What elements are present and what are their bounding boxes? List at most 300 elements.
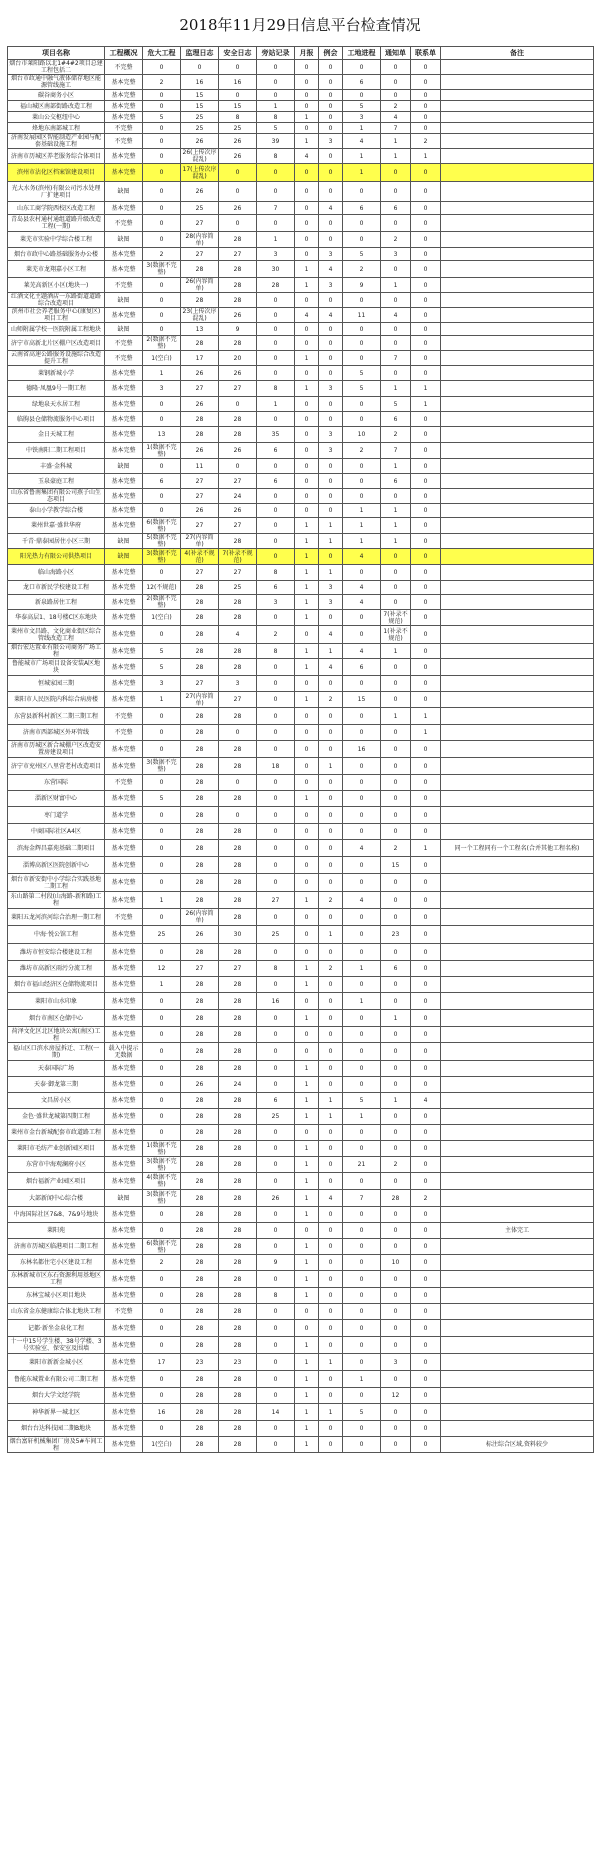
cell-safety-log: 26 [219, 149, 257, 164]
cell-notice: 0 [381, 164, 411, 182]
cell-overview: 基本完整 [105, 1371, 143, 1388]
cell-progress: 4 [343, 892, 381, 909]
cell-progress: 0 [343, 336, 381, 351]
cell-progress: 4 [343, 134, 381, 149]
cell-monthly-report: 0 [295, 489, 319, 504]
cell-monthly-report: 1 [295, 1010, 319, 1027]
cell-contact: 0 [411, 626, 441, 644]
cell-monthly-report: 0 [295, 775, 319, 791]
cell-supervision-log: 28 [181, 1304, 219, 1320]
cell-safety-log: 27 [219, 961, 257, 977]
cell-overview: 基本完整 [105, 489, 143, 504]
cell-contact: 0 [411, 123, 441, 134]
cell-monthly-report: 0 [295, 182, 319, 202]
cell-project-name: 济宁市兖州区八里营老村改造项目 [8, 758, 105, 775]
cell-remarks [441, 1255, 594, 1271]
cell-side-record: 0 [257, 1239, 295, 1255]
cell-contact: 0 [411, 459, 441, 474]
cell-project-name: 东山路第二村段(山海路-新和路)工程 [8, 892, 105, 909]
cell-notice: 6 [381, 412, 411, 427]
cell-contact: 0 [411, 308, 441, 323]
cell-dangerous-works: 0 [143, 1288, 181, 1304]
cell-project-name: 恒城家园三期 [8, 676, 105, 692]
table-row [8, 659, 594, 676]
cell-notice: 0 [381, 977, 411, 993]
cell-dangerous-works: 0 [143, 1010, 181, 1027]
cell-overview: 基本完整 [105, 427, 143, 443]
cell-safety-log: 0 [219, 397, 257, 412]
cell-supervision-log: 17 [181, 351, 219, 366]
cell-side-record: 0 [257, 824, 295, 840]
cell-notice: 0 [381, 215, 411, 232]
cell-dangerous-works: 0 [143, 1109, 181, 1125]
cell-project-name: 千青·鼎泰园居住小区三期 [8, 534, 105, 549]
table-row [8, 336, 594, 351]
cell-dangerous-works: 0 [143, 489, 181, 504]
cell-dangerous-works: 0 [143, 565, 181, 581]
cell-remarks [441, 1271, 594, 1288]
cell-meeting: 1 [319, 1109, 343, 1125]
cell-notice: 12 [381, 1388, 411, 1404]
cell-project-name: 莱阳市人民医院内科综合病房楼 [8, 692, 105, 708]
cell-meeting: 0 [319, 1061, 343, 1077]
table-row [8, 775, 594, 791]
cell-notice: 0 [381, 725, 411, 741]
cell-notice: 0 [381, 993, 411, 1010]
cell-progress: 1 [343, 123, 381, 134]
table-row [8, 261, 594, 278]
cell-progress: 1 [343, 993, 381, 1010]
cell-contact: 0 [411, 489, 441, 504]
cell-remarks [441, 1027, 594, 1043]
cell-notice: 0 [381, 1141, 411, 1157]
cell-contact: 0 [411, 807, 441, 824]
cell-notice: 23 [381, 926, 411, 944]
cell-side-record: 0 [257, 351, 295, 366]
cell-supervision-log: 28 [181, 610, 219, 626]
cell-side-record: 0 [257, 182, 295, 202]
cell-progress: 0 [343, 565, 381, 581]
cell-project-name: 枣门道学 [8, 807, 105, 824]
table-row [8, 725, 594, 741]
table-row [8, 892, 594, 909]
cell-project-name: 东林新城市区东石资源利用基地区工程 [8, 1271, 105, 1288]
cell-monthly-report: 0 [295, 101, 319, 112]
cell-supervision-log: 28 [181, 807, 219, 824]
cell-remarks [441, 626, 594, 644]
cell-dangerous-works: 2 [143, 1255, 181, 1271]
cell-monthly-report: 0 [295, 164, 319, 182]
cell-notice: 0 [381, 1027, 411, 1043]
cell-remarks [441, 101, 594, 112]
cell-meeting: 0 [319, 676, 343, 692]
cell-remarks [441, 1109, 594, 1125]
cell-contact: 0 [411, 1437, 441, 1453]
cell-overview: 基本完整 [105, 443, 143, 459]
cell-safety-log: 28 [219, 1207, 257, 1223]
cell-safety-log: 28 [219, 1320, 257, 1337]
cell-remarks [441, 366, 594, 381]
cell-contact: 0 [411, 75, 441, 90]
cell-safety-log: 24 [219, 1077, 257, 1093]
cell-notice: 0 [381, 1271, 411, 1288]
cell-monthly-report: 1 [295, 977, 319, 993]
cell-side-record: 25 [257, 926, 295, 944]
cell-project-name: 烟台市政中心路基础服务办公楼 [8, 248, 105, 261]
cell-remarks [441, 1288, 594, 1304]
table-row [8, 75, 594, 90]
cell-project-name: 神华新界一城北区 [8, 1404, 105, 1421]
cell-dangerous-works: 0 [143, 134, 181, 149]
table-row [8, 874, 594, 892]
cell-supervision-log: 28 [181, 1207, 219, 1223]
cell-contact: 0 [411, 1207, 441, 1223]
cell-meeting: 0 [319, 1304, 343, 1320]
table-row [8, 1239, 594, 1255]
cell-project-name: 天泰国际广场 [8, 1061, 105, 1077]
cell-supervision-log: 28(内容简单) [181, 232, 219, 248]
cell-notice: 0 [381, 1207, 411, 1223]
cell-contact: 2 [411, 134, 441, 149]
cell-remarks [441, 874, 594, 892]
cell-meeting: 0 [319, 1043, 343, 1061]
cell-progress: 6 [343, 659, 381, 676]
cell-remarks [441, 474, 594, 489]
cell-monthly-report: 1 [295, 565, 319, 581]
cell-notice: 0 [381, 758, 411, 775]
cell-contact: 0 [411, 758, 441, 775]
cell-progress: 1 [343, 504, 381, 518]
cell-safety-log: 28 [219, 1404, 257, 1421]
cell-remarks [441, 644, 594, 659]
cell-contact: 1 [411, 381, 441, 397]
header-overview: 工程概况 [105, 47, 143, 60]
cell-safety-log: 28 [219, 892, 257, 909]
cell-supervision-log: 28 [181, 741, 219, 758]
cell-meeting: 0 [319, 101, 343, 112]
cell-notice: 0 [381, 323, 411, 336]
cell-monthly-report: 1 [295, 659, 319, 676]
cell-overview: 基本完整 [105, 1255, 143, 1271]
cell-meeting: 1 [319, 1354, 343, 1371]
cell-overview: 基本完整 [105, 758, 143, 775]
cell-progress: 6 [343, 202, 381, 215]
cell-meeting: 0 [319, 182, 343, 202]
cell-progress: 0 [343, 1239, 381, 1255]
cell-progress: 11 [343, 308, 381, 323]
cell-safety-log: 27 [219, 381, 257, 397]
cell-remarks [441, 1010, 594, 1027]
cell-dangerous-works: 0 [143, 993, 181, 1010]
table-row [8, 1255, 594, 1271]
cell-remarks [441, 351, 594, 366]
cell-overview: 基本完整 [105, 381, 143, 397]
cell-overview: 基本完整 [105, 791, 143, 807]
cell-project-name: 玉泉豪庭工程 [8, 474, 105, 489]
cell-overview: 基本完整 [105, 626, 143, 644]
cell-remarks [441, 610, 594, 626]
cell-overview: 基本完整 [105, 874, 143, 892]
cell-monthly-report: 1 [295, 534, 319, 549]
cell-safety-log: 28 [219, 1388, 257, 1404]
cell-progress: 0 [343, 676, 381, 692]
cell-side-record: 26 [257, 1190, 295, 1207]
cell-remarks [441, 232, 594, 248]
cell-dangerous-works: 3 [143, 381, 181, 397]
cell-progress: 0 [343, 1061, 381, 1077]
header-side-record: 旁站记录 [257, 47, 295, 60]
header-dangerous-works: 危大工程 [143, 47, 181, 60]
cell-meeting: 0 [319, 1077, 343, 1093]
cell-progress: 9 [343, 278, 381, 293]
cell-progress: 4 [343, 549, 381, 565]
cell-dangerous-works: 0 [143, 1320, 181, 1337]
cell-progress: 0 [343, 791, 381, 807]
cell-overview: 基本完整 [105, 926, 143, 944]
cell-dangerous-works: 0 [143, 840, 181, 857]
cell-progress: 0 [343, 1027, 381, 1043]
cell-project-name: 滨海金辉昌嘉苑基础二期项目 [8, 840, 105, 857]
table-row [8, 1141, 594, 1157]
cell-notice: 7(补录不规范) [381, 610, 411, 626]
cell-overview: 载入中提示无数据 [105, 1043, 143, 1061]
cell-side-record: 0 [257, 659, 295, 676]
cell-remarks [441, 1125, 594, 1141]
cell-meeting: 0 [319, 993, 343, 1010]
cell-progress: 0 [343, 1320, 381, 1337]
cell-dangerous-works: 0 [143, 1207, 181, 1223]
table-row [8, 1223, 594, 1239]
cell-monthly-report: 0 [295, 824, 319, 840]
cell-contact: 0 [411, 1271, 441, 1288]
cell-overview: 基本完整 [105, 366, 143, 381]
cell-overview: 不完整 [105, 1304, 143, 1320]
cell-safety-log: 28 [219, 261, 257, 278]
table-row [8, 101, 594, 112]
cell-remarks: 主体完工 [441, 1223, 594, 1239]
cell-meeting: 0 [319, 1288, 343, 1304]
cell-monthly-report: 0 [295, 626, 319, 644]
table-row [8, 504, 594, 518]
cell-progress: 16 [343, 741, 381, 758]
cell-supervision-log: 27 [181, 381, 219, 397]
table-row [8, 791, 594, 807]
cell-monthly-report: 0 [295, 1304, 319, 1320]
cell-overview: 不完整 [105, 708, 143, 725]
cell-remarks [441, 75, 594, 90]
cell-safety-log: 0 [219, 90, 257, 101]
cell-dangerous-works: 0 [143, 397, 181, 412]
cell-progress: 0 [343, 1437, 381, 1453]
cell-overview: 基本完整 [105, 308, 143, 323]
table-row [8, 412, 594, 427]
cell-progress: 10 [343, 427, 381, 443]
cell-remarks [441, 443, 594, 459]
cell-project-name: 鲁能城市广场项目设备安装A区地块 [8, 659, 105, 676]
cell-progress: 4 [343, 840, 381, 857]
cell-overview: 基本完整 [105, 101, 143, 112]
cell-meeting: 2 [319, 961, 343, 977]
cell-notice: 4 [381, 308, 411, 323]
cell-supervision-log: 28 [181, 993, 219, 1010]
table-row [8, 1093, 594, 1109]
cell-remarks [441, 489, 594, 504]
cell-remarks [441, 993, 594, 1010]
cell-contact: 0 [411, 1027, 441, 1043]
cell-progress: 0 [343, 944, 381, 961]
cell-meeting: 0 [319, 1371, 343, 1388]
cell-progress: 0 [343, 182, 381, 202]
header-safety-log: 安全日志 [219, 47, 257, 60]
cell-supervision-log: 26(内容简单) [181, 278, 219, 293]
cell-monthly-report: 0 [295, 993, 319, 1010]
cell-overview: 基本完整 [105, 659, 143, 676]
cell-contact: 0 [411, 1010, 441, 1027]
cell-meeting: 1 [319, 926, 343, 944]
cell-project-name: 华泰高层1、18号楼C区东地块 [8, 610, 105, 626]
cell-overview: 基本完整 [105, 112, 143, 123]
cell-remarks [441, 1404, 594, 1421]
cell-remarks [441, 565, 594, 581]
cell-monthly-report: 0 [295, 215, 319, 232]
cell-contact: 0 [411, 1109, 441, 1125]
table-body [8, 60, 594, 1453]
cell-contact: 0 [411, 1337, 441, 1354]
table-row [8, 1421, 594, 1437]
cell-safety-log: 15 [219, 101, 257, 112]
cell-remarks [441, 134, 594, 149]
cell-project-name: 烟台市新安街中小学综合实践基地二期工程 [8, 874, 105, 892]
cell-supervision-log: 28 [181, 1061, 219, 1077]
cell-side-record: 0 [257, 489, 295, 504]
cell-dangerous-works: 5 [143, 791, 181, 807]
cell-supervision-log: 25 [181, 123, 219, 134]
cell-dangerous-works: 1(数据不完整) [143, 1141, 181, 1157]
cell-project-name: 东林宝城小区项目地块 [8, 1288, 105, 1304]
cell-contact: 1 [411, 397, 441, 412]
cell-supervision-log: 28 [181, 857, 219, 874]
cell-monthly-report: 0 [295, 397, 319, 412]
cell-supervision-log: 27 [181, 565, 219, 581]
cell-monthly-report: 0 [295, 1043, 319, 1061]
cell-contact: 0 [411, 926, 441, 944]
cell-overview: 缺图 [105, 293, 143, 308]
cell-monthly-report: 0 [295, 427, 319, 443]
cell-project-name: 莱芜市实验中学综合楼工程 [8, 232, 105, 248]
cell-notice: 0 [381, 1320, 411, 1337]
cell-overview: 基本完整 [105, 857, 143, 874]
cell-meeting: 3 [319, 381, 343, 397]
cell-overview: 基本完整 [105, 75, 143, 90]
cell-meeting: 3 [319, 581, 343, 595]
table-row [8, 518, 594, 534]
cell-meeting: 0 [319, 741, 343, 758]
cell-side-record: 0 [257, 336, 295, 351]
cell-progress: 15 [343, 692, 381, 708]
cell-meeting: 0 [319, 1271, 343, 1288]
cell-meeting: 0 [319, 215, 343, 232]
cell-overview: 基本完整 [105, 1388, 143, 1404]
cell-remarks [441, 549, 594, 565]
cell-dangerous-works: 2(数据不完整) [143, 336, 181, 351]
cell-progress: 1 [343, 1109, 381, 1125]
cell-monthly-report: 1 [295, 1207, 319, 1223]
cell-overview: 基本完整 [105, 993, 143, 1010]
cell-remarks [441, 381, 594, 397]
cell-project-name: 福山区口滨水房屋拆迁、工程(一期) [8, 1043, 105, 1061]
cell-safety-log: 28 [219, 874, 257, 892]
cell-dangerous-works: 0 [143, 1337, 181, 1354]
table-row [8, 758, 594, 775]
cell-remarks [441, 708, 594, 725]
cell-safety-log: 30 [219, 926, 257, 944]
cell-side-record: 14 [257, 1404, 295, 1421]
cell-dangerous-works: 13 [143, 427, 181, 443]
cell-monthly-report: 0 [295, 1027, 319, 1043]
cell-notice: 0 [381, 909, 411, 926]
cell-safety-log: 4 [219, 626, 257, 644]
cell-meeting: 0 [319, 791, 343, 807]
cell-monthly-report: 1 [295, 1288, 319, 1304]
cell-project-name: 大部新闻中心综合楼 [8, 1190, 105, 1207]
cell-project-name: 烟台福新产业园区项目 [8, 1173, 105, 1190]
cell-notice: 0 [381, 1173, 411, 1190]
cell-overview: 基本完整 [105, 1320, 143, 1337]
cell-overview: 基本完整 [105, 248, 143, 261]
cell-dangerous-works: 25 [143, 926, 181, 944]
cell-safety-log: 0 [219, 60, 257, 75]
cell-notice: 0 [381, 692, 411, 708]
cell-progress: 1 [343, 1371, 381, 1388]
cell-notice: 0 [381, 595, 411, 610]
cell-remarks [441, 1207, 594, 1223]
cell-monthly-report: 0 [295, 443, 319, 459]
cell-project-name: 泰山小学教学综合楼 [8, 504, 105, 518]
cell-progress: 2 [343, 261, 381, 278]
cell-meeting: 1 [319, 1093, 343, 1109]
table-row [8, 1304, 594, 1320]
cell-project-name: 济宁市高新北片区棚户区改造项目 [8, 336, 105, 351]
cell-notice: 2 [381, 427, 411, 443]
cell-notice: 0 [381, 676, 411, 692]
cell-side-record: 18 [257, 758, 295, 775]
cell-overview: 基本完整 [105, 1141, 143, 1157]
cell-overview: 基本完整 [105, 1288, 143, 1304]
cell-dangerous-works: 5(数据不完整) [143, 534, 181, 549]
cell-remarks [441, 659, 594, 676]
cell-project-name: 青岛县农村通村通组道路升级改造工程(一期) [8, 215, 105, 232]
cell-contact: 0 [411, 293, 441, 308]
cell-supervision-log: 26 [181, 366, 219, 381]
cell-notice: 2 [381, 840, 411, 857]
cell-notice: 5 [381, 397, 411, 412]
cell-dangerous-works: 0 [143, 1421, 181, 1437]
table-row [8, 993, 594, 1010]
cell-side-record: 6 [257, 581, 295, 595]
cell-notice: 0 [381, 1223, 411, 1239]
cell-dangerous-works: 0 [143, 232, 181, 248]
cell-supervision-log: 17(上传次序混乱) [181, 164, 219, 182]
cell-safety-log: 27 [219, 565, 257, 581]
cell-progress: 0 [343, 1271, 381, 1288]
cell-project-name: 中铁南阳二期工程项目 [8, 443, 105, 459]
cell-contact: 0 [411, 412, 441, 427]
cell-dangerous-works: 0 [143, 708, 181, 725]
cell-supervision-log: 28 [181, 758, 219, 775]
cell-overview: 基本完整 [105, 595, 143, 610]
cell-side-record: 5 [257, 123, 295, 134]
cell-notice: 0 [381, 90, 411, 101]
